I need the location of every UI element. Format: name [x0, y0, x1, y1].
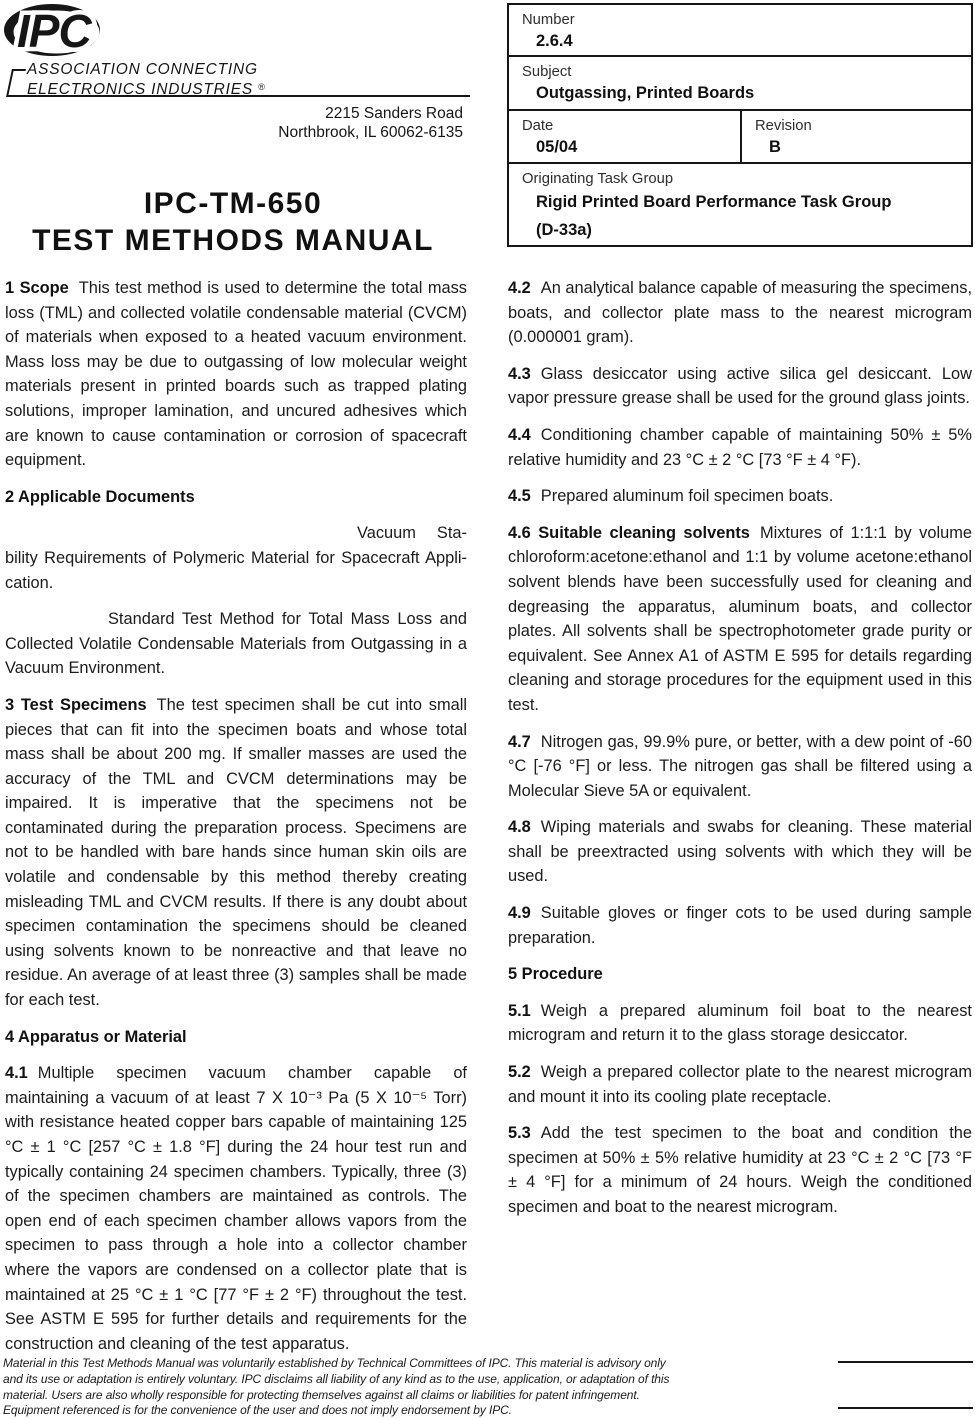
section-body: Weigh a prepared aluminum foil boat to the nearest microgram and return it to the glass storage desiccator. — [508, 1001, 972, 1045]
section-heading: 4.7 — [508, 732, 531, 751]
ipc-logo-text: IPC — [17, 5, 91, 57]
section-body: Add the test specimen to the boat and condition the specimen at 50% ± 5% relative humidity at 23 °C ± 2 °C [73 °F ± 4 °F] for a minimum of 24 hours. Weigh the conditioned specimen and boat to the nearest microgram. — [508, 1124, 972, 1216]
section-4-5 — [508, 484, 972, 509]
disclaimer-line3: material. Users are also wholly responsible for protecting themselves against all claims or liabilities for patent infringement. — [3, 1387, 640, 1402]
section-4-3 — [508, 362, 972, 411]
section-body: An analytical balance capable of measuring the specimens, boats, and collector plate mass to the nearest microgram (0.000001 gram). — [508, 279, 972, 347]
right-column — [508, 276, 972, 1232]
section-body: Suitable gloves or finger cots to be used during sample preparation. — [508, 904, 972, 947]
section-4-8 — [508, 815, 972, 889]
number-label: Number — [522, 12, 575, 28]
disclaimer-line1: Material in this Test Methods Manual was voluntarily established by Technical Committees of IPC. This material is advisory only — [3, 1356, 666, 1370]
section-heading: 2 Applicable Documents — [5, 487, 195, 506]
section-heading: 4.3 — [508, 364, 531, 383]
section-body: Conditioning chamber capable of maintaining 50% ± 5% relative humidity and 23 °C ± 2 °C [73 °F ± 4 °F). — [508, 425, 972, 469]
info-table-row-date-revision — [509, 109, 971, 162]
section-5-2 — [508, 1060, 972, 1109]
section-heading: 5 Procedure — [508, 965, 603, 984]
association-line2: ELECTRONICS INDUSTRIES ® — [27, 80, 265, 98]
section-4-6-suitable-cleaning-solvents — [508, 521, 972, 718]
section-heading: 5.3 — [508, 1124, 531, 1143]
association-text — [27, 62, 265, 98]
disclaimer-line2: and its use or adaptation is entirely voluntary. IPC disclaims all liability of any kind as to the use, application, or adaptation of this — [3, 1371, 670, 1386]
section-4-2 — [508, 276, 972, 350]
section-5-1 — [508, 999, 972, 1048]
task-group-value-line2: (D-33a) — [536, 221, 592, 239]
section-heading: 4.1 — [5, 1064, 28, 1083]
section-4-4 — [508, 423, 972, 472]
section-body: Multiple specimen vacuum chamber capable of maintaining a vacuum of at least 7 X 10⁻³ Pa (5 X 10⁻⁵ Torr) with resistance heated copper bars capable of maintaining 125 °C ± 1 °C [257 °C ± 1.8 °F] during the 24 hour test run and typically containing 24 specimen chambers. Typically, three (3) of the specimen chambers are maintained as controls. The open end of each specimen chamber allows vapors from the specimen to pass through a hole into a collector chamber where the vapors are condensed on a collector plate that is maintained at 25 °C ± 1 °C [77 °F ± 2 °F) throughout the test. See ASTM E 595 for further details and requirements for the construction and cleaning of the test apparatus. — [5, 1064, 467, 1353]
section-heading: 4.8 — [508, 818, 531, 837]
section-heading: 4 Apparatus or Material — [5, 1027, 187, 1046]
address-line2: Northbrook, IL 60062-6135 — [278, 124, 463, 141]
section-heading: 4.2 — [508, 279, 531, 297]
revision-label: Revision — [755, 118, 812, 134]
applicable-document-1 — [5, 521, 467, 595]
footer-disclaimer — [3, 1356, 703, 1419]
section-body: Glass desiccator using active silica gel desiccant. Low vapor pressure grease shall be used for the ground glass joints. — [508, 364, 972, 408]
section-4-7 — [508, 730, 972, 804]
section-body: Vacuum Stability Requirements of Polymeric Material for Spacecraft Application. — [5, 524, 467, 592]
page-title — [0, 185, 466, 259]
section-heading: 4.6 Suitable cleaning solvents — [508, 523, 750, 542]
section-body: The test specimen shall be cut into small pieces that can fit into the specimen boats and whose total mass shall be about 200 mg. If smaller masses are used the accuracy of the TML and CVCM determinations may be impaired. It is imperative that the specimens not be contaminated during the preparation process. Specimens are not to be handled with bare hands since human skin oils are volatile and condensable by this method thereby creating misleading TML and CVCM results. If there is any doubt about specimen contamination the specimens should be cleaned using solvents known to be nonreactive and that leave no residue. An average of at least three (3) samples shall be made for each test. — [5, 695, 467, 1010]
section-heading: 3 Test Specimens — [5, 695, 147, 714]
revision-cell — [742, 111, 971, 162]
revision-value: B — [769, 138, 781, 156]
registered-trademark-icon: ® — [258, 81, 265, 92]
section-body: Standard Test Method for Total Mass Loss and Collected Volatile Condensable Materials from Outgassing in a Vacuum Environment. — [5, 610, 467, 678]
association-bracket-mark — [6, 69, 26, 97]
section-body: Weigh a prepared collector plate to the nearest microgram and mount it into its cooling plate receptacle. — [508, 1063, 972, 1106]
section-heading: 4.5 — [508, 487, 531, 506]
section-body: Prepared aluminum foil specimen boats. — [540, 487, 834, 506]
info-table-row-number — [509, 5, 971, 55]
association-line1: ASSOCIATION CONNECTING — [27, 61, 258, 78]
date-value: 05/04 — [536, 138, 578, 156]
address-line1: 2215 Sanders Road — [325, 105, 463, 122]
section-heading: 5.2 — [508, 1063, 531, 1082]
section-1-scope — [5, 276, 467, 473]
section-heading: 5.1 — [508, 1001, 531, 1020]
subject-label: Subject — [522, 64, 572, 80]
section-3-test-specimens — [5, 693, 467, 1013]
date-label: Date — [522, 118, 554, 134]
section-body: Wiping materials and swabs for cleaning. These material shall be preextracted using solvents with which they will be used. — [508, 818, 972, 886]
section-2-applicable-documents — [5, 485, 467, 510]
date-cell — [509, 111, 742, 162]
address-block — [0, 104, 463, 142]
section-body: This test method is used to determine the total mass loss (TML) and collected volatile condensable material (CVCM) of materials when exposed to a heated vacuum environment. Mass loss may be due to outgassing of low molecular weight materials present in printed boards such as trapped plating solutions, improper lamination, and uncured adhesives which are known to cause contamination or corrosion of spacecraft equipment. — [5, 279, 467, 470]
footer-rule-top — [838, 1361, 973, 1363]
number-value: 2.6.4 — [536, 32, 573, 50]
page-title-line1: IPC-TM-650 — [143, 187, 323, 220]
blank-reference-space — [5, 537, 357, 538]
left-column — [5, 276, 467, 1368]
info-table-row-task-group — [509, 162, 971, 245]
blank-reference-space — [5, 623, 108, 624]
section-5-3 — [508, 1121, 972, 1219]
page-title-line2: TEST METHODS MANUAL — [32, 224, 434, 257]
section-heading: 4.9 — [508, 904, 531, 923]
applicable-document-2 — [5, 607, 467, 681]
section-body: Nitrogen gas, 99.9% pure, or better, with a dew point of -60 °C [-76 °F] or less. The nitrogen gas shall be filtered using a Molecular Sieve 5A or equivalent. — [508, 732, 972, 800]
footer-rule-bottom — [838, 1407, 973, 1409]
ipc-logo-icon — [2, 2, 120, 60]
section-4-apparatus-or-material — [5, 1025, 467, 1050]
info-table — [507, 3, 973, 247]
task-group-value-line1: Rigid Printed Board Performance Task Group — [536, 193, 892, 211]
section-4-9 — [508, 901, 972, 950]
task-group-label: Originating Task Group — [522, 171, 674, 187]
section-heading: 1 Scope — [5, 279, 69, 297]
section-5-procedure — [508, 962, 972, 987]
subject-value: Outgassing, Printed Boards — [536, 84, 755, 102]
disclaimer-line4: Equipment referenced is for the convenience of the user and does not imply endorsement by IPC. — [3, 1403, 512, 1418]
section-body: Mixtures of 1:1:1 by volume chloroform:acetone:ethanol and 1:1 by volume acetone:ethanol solvent blends have been successfully used for cleaning and degreasing the apparatus, aluminum boats, and collector plates. All solvents shall be spectrophotometer grade purity or equivalent. See Annex A1 of ASTM E 595 for details regarding cleaning and storage procedures for the equipment used in this test. — [508, 523, 972, 714]
info-table-row-subject — [509, 55, 971, 109]
section-4-1 — [5, 1061, 467, 1356]
header-divider-line — [8, 95, 470, 97]
section-heading: 4.4 — [508, 425, 531, 444]
